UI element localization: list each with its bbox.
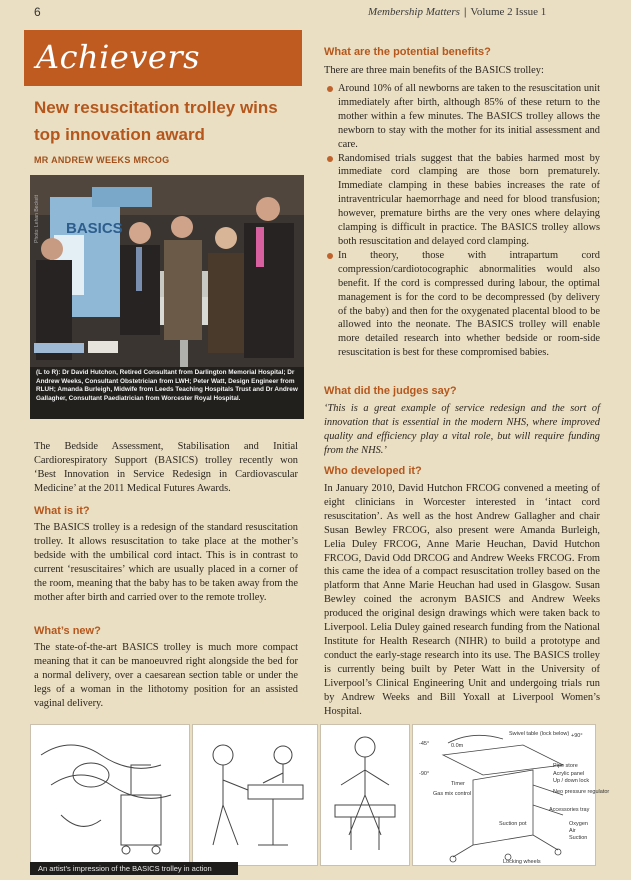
article-byline: MR ANDREW WEEKS MRCOG	[34, 155, 170, 165]
illustration-bedside	[30, 724, 190, 866]
benefits-intro: There are three main benefits of the BASICS trolley:	[324, 65, 544, 76]
section-title: Achievers	[36, 38, 201, 76]
illustration-caesarean	[192, 724, 318, 866]
benefit-text: In theory, those with intrapartum cord compression/cardiotocographic abnormalities would also benefit. If the cord is compressed during labour, the optimal management is for the cord to be decompressed (by delivery of the baby) and then for the oxygenated placental blood to be allowed into the neonate. The BASICS trolley will enable more detailed research into whether bedside or room-side resuscitation is best for these compromised babies.	[338, 249, 600, 359]
heading-developed: Who developed it?	[324, 465, 422, 477]
label-locking-wheels: Locking wheels	[503, 859, 541, 865]
label-accessories: Accessories tray	[549, 807, 590, 813]
volume-issue: Volume 2 Issue 1	[470, 6, 547, 18]
bedside-sketch	[31, 725, 189, 865]
label-suction: Suction	[569, 835, 588, 841]
label-gas-mix: Gas mix control	[433, 791, 472, 797]
illustration-caption: An artist’s impression of the BASICS trolley in action	[30, 862, 238, 875]
masthead	[368, 6, 546, 18]
illustration-strip	[30, 724, 610, 872]
label-up-down: Up / down lock	[553, 778, 590, 784]
page-number: 6	[34, 5, 41, 19]
label-timer: Timer	[451, 781, 465, 787]
basics-sign-text: BASICS	[66, 220, 123, 237]
photo-caption: (L to R): Dr David Hutchon, Retired Consultant from Darlington Memorial Hospital; Dr Andrew Weeks, Consultant Obstetrician from LWH; Peter Watt, Design Engineer from RLUH; Amanda Burleigh, Midwife from Leeds Teaching Hospitals Trust and Dr Andrew Gallagher, Consultant Paediatrician from Worcester Royal Hospital.	[30, 367, 304, 419]
whats-new-paragraph: The state-of-the-art BASICS trolley is much more compact meaning that it can be manoeuvred right alongside the bed for a normal delivery, over a caesarean section table or under the legs of a woman in the lithotomy position for an assisted vaginal delivery.	[34, 642, 298, 709]
bullet-icon	[327, 156, 333, 162]
label-suction-pot: Suction pot	[499, 821, 527, 827]
caesarean-sketch	[193, 725, 317, 865]
list-item	[324, 249, 600, 360]
list-item	[324, 82, 600, 152]
illustration-trolley-diagram	[412, 724, 610, 866]
benefit-text: Randomised trials suggest that the babies harmed most by immediate cord clamping are those born prematurely. Immediate clamping in these babies increases the rate of intraventricular haemorrhage and need for blood transfusion; however, premature births are the very ones where delaying clamping is difficult in practice. The BASICS trolley allows both resuscitation and delayed cord clamping.	[338, 152, 600, 247]
benefit-text: Around 10% of all newborns are taken to the resuscitation unit immediately after birth, although 85% of these return to the mother within a few minutes. The BASICS trolley allows the newborn to stay with the mother for its initial assessment and care.	[338, 83, 600, 150]
heading-whats-new: What’s new?	[34, 625, 101, 637]
article-headline: New resuscitation trolley wins top innovation award	[34, 98, 278, 144]
label-neo-pressure: Neo pressure regulator	[553, 789, 610, 795]
trolley-diagram	[413, 725, 610, 865]
label-acrylic: Acrylic panel	[553, 771, 585, 777]
illustration-lithotomy	[320, 724, 410, 866]
bullet-icon	[327, 253, 333, 259]
developed-paragraph: In January 2010, David Hutchon FRCOG convened a meeting of eight clinicians in Worcester interested in ‘intact cord resuscitation’. As well as the host Andrew Gallagher and chair Susan Bewley FRCOG, also present were Amanda Burleigh, Lelia Duley FRCOG, Anne Marie Heuchan, David Hutchon FRCOG, David Odd DRCOG and Andrew Weeks FRCOG. From this came the idea of a compact resuscitation trolley based on the platform that Anne Marie Heuchan had used in Glasgow. Susan Bewley coined the acronym BASICS and Andrew Weeks produced the original design drawings which were taken back to Liverpool. Lelia Duley gained research funding from the National Institute for Health Research (NIHR) to build a prototype and conduct the early-stage research into its use. The BASICS trolley is currently being built by Peter Watt in the University of Liverpool’s Clinical Engineering Unit and undergoing trials run by Andrew Weeks and Bill Yoxall at Liverpool Women’s Hospital.	[324, 483, 600, 717]
award-photo-illustration	[30, 175, 304, 367]
label-plus90: +90°	[571, 733, 583, 739]
label-pipe-store: Pipe store	[553, 763, 578, 769]
label-oxygen: Oxygen	[569, 821, 588, 827]
photo-credit: Photo: Lehan Beckett	[34, 195, 40, 243]
award-photo	[30, 175, 304, 367]
list-item	[324, 152, 600, 249]
label-swivel: Swivel table (lock below)	[509, 731, 570, 737]
lithotomy-sketch	[321, 725, 409, 865]
label-minus90: -90°	[419, 771, 430, 777]
intro-paragraph: The Bedside Assessment, Stabilisation and Initial Cardiorespiratory Support (BASICS) trolley recently won ‘Best Innovation in Service Redesign in Cardiovascular Medicine’ at the 2011 Medical Futures Awards.	[34, 441, 298, 494]
label-0m: 0.0m	[451, 743, 464, 749]
benefits-list	[324, 82, 600, 360]
bullet-icon	[327, 86, 333, 92]
label-minus45: -45°	[419, 741, 430, 747]
heading-judges: What did the judges say?	[324, 385, 457, 397]
what-is-it-paragraph: The BASICS trolley is a redesign of the standard resuscitation trolley. It allows resuscitation to take place at the mother’s bedside with the umbilical cord intact. This is in contrast to current ‘resuscitaires’ which are usually placed in a corner of the room, meaning that the baby has to be taken away from the mother after birth and carried over to the remote trolley.	[34, 522, 298, 603]
judges-quote: ‘This is a great example of service redesign and the sort of innovation that is essential in the modern NHS, where improved quality and efficiency play a vital role, but will require funding from the NHS.’	[324, 403, 600, 456]
label-air: Air	[569, 828, 576, 834]
heading-benefits: What are the potential benefits?	[324, 46, 491, 58]
publication-title: Membership Matters	[368, 6, 460, 18]
heading-what-is-it: What is it?	[34, 505, 90, 517]
masthead-separator: |	[463, 6, 467, 18]
